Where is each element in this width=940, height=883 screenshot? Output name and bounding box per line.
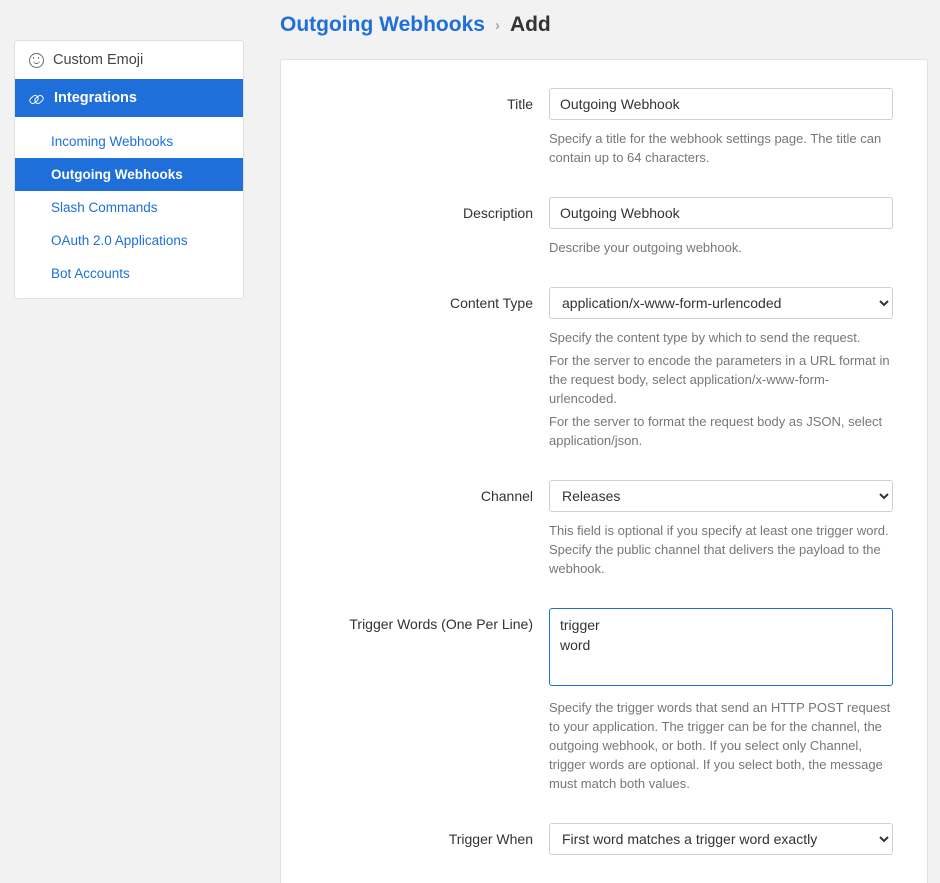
trigger-words-help-text: Specify the trigger words that send an HTTP POST request to your application. The trigger can be for the channel, the outgoing webhook, or both. If you select only Channel, trigger words are optional. If you select both, the message must match both values.: [549, 700, 891, 791]
content-type-help-text-1: Specify the content type by which to send the request.: [549, 330, 861, 345]
sidebar-section-label: Integrations: [54, 90, 137, 106]
content-type-select[interactable]: [549, 287, 893, 319]
smiley-icon: [29, 53, 44, 68]
trigger-words-label: Trigger Words (One Per Line): [349, 616, 533, 632]
sidebar-item-incoming-webhooks[interactable]: [15, 125, 243, 158]
content-type-help-text-3: For the server to format the request body as JSON, select application/json.: [549, 414, 883, 448]
trigger-words-control: [549, 608, 893, 793]
channel-label: Channel: [480, 488, 533, 504]
sidebar-spacer-top: [15, 117, 243, 125]
field-trigger-words: [281, 608, 893, 793]
main-content: [244, 0, 940, 883]
sidebar-item-label: Bot Accounts: [51, 266, 130, 281]
sidebar-item-label: Custom Emoji: [53, 52, 144, 68]
content-type-control: [549, 287, 893, 450]
trigger-when-label: Trigger When: [448, 831, 533, 847]
sidebar-item-bot-accounts[interactable]: [15, 257, 243, 290]
description-label: Description: [462, 205, 533, 221]
channel-help-text: This field is optional if you specify at least one trigger word. Specify the public channel that delivers the payload to the webhook.: [549, 523, 889, 576]
field-title: [281, 88, 893, 167]
content-type-help-text-2: For the server to encode the parameters in a URL format in the request body, select application/x-www-form-urlencoded.: [549, 353, 890, 406]
field-trigger-when: [281, 823, 893, 855]
sidebar-card: [14, 40, 244, 299]
breadcrumb: [244, 0, 940, 37]
sidebar-item-label: Incoming Webhooks: [51, 134, 174, 149]
trigger-when-select[interactable]: [549, 823, 893, 855]
content-type-help: [549, 328, 893, 450]
description-help: [549, 238, 893, 257]
chevron-right-icon: ›: [494, 16, 500, 34]
trigger-words-help: [549, 698, 893, 793]
channel-select[interactable]: [549, 480, 893, 512]
title-input[interactable]: [549, 88, 893, 120]
title-label: Title: [507, 96, 533, 112]
sidebar-item-custom-emoji[interactable]: [15, 41, 243, 79]
trigger-words-textarea[interactable]: [549, 608, 893, 686]
content-type-label: Content Type: [449, 295, 533, 311]
trigger-when-control: [549, 823, 893, 855]
sidebar-item-label: OAuth 2.0 Applications: [51, 233, 188, 248]
breadcrumb-parent-link[interactable]: Outgoing Webhooks: [280, 13, 485, 36]
link-icon: [29, 91, 44, 106]
sidebar-item-slash-commands[interactable]: [15, 191, 243, 224]
sidebar-item-outgoing-webhooks[interactable]: [15, 158, 243, 191]
field-content-type: [281, 287, 893, 450]
sidebar-item-label: Slash Commands: [51, 200, 158, 215]
sidebar-item-label: Outgoing Webhooks: [51, 167, 183, 182]
sidebar: [0, 0, 244, 883]
field-channel: [281, 480, 893, 578]
sidebar-section-integrations[interactable]: [15, 79, 243, 117]
webhook-form-panel: [280, 59, 928, 883]
title-help-text: Specify a title for the webhook settings page. The title can contain up to 64 characters.: [549, 131, 882, 165]
sidebar-item-oauth-applications[interactable]: [15, 224, 243, 257]
description-control: [549, 197, 893, 257]
channel-control: [549, 480, 893, 578]
description-input[interactable]: [549, 197, 893, 229]
breadcrumb-current: Add: [509, 13, 551, 36]
description-help-text: Describe your outgoing webhook.: [549, 240, 742, 255]
title-control: [549, 88, 893, 167]
sidebar-spacer-bottom: [15, 290, 243, 298]
field-description: [281, 197, 893, 257]
title-help: [549, 129, 893, 167]
channel-help: [549, 521, 893, 578]
